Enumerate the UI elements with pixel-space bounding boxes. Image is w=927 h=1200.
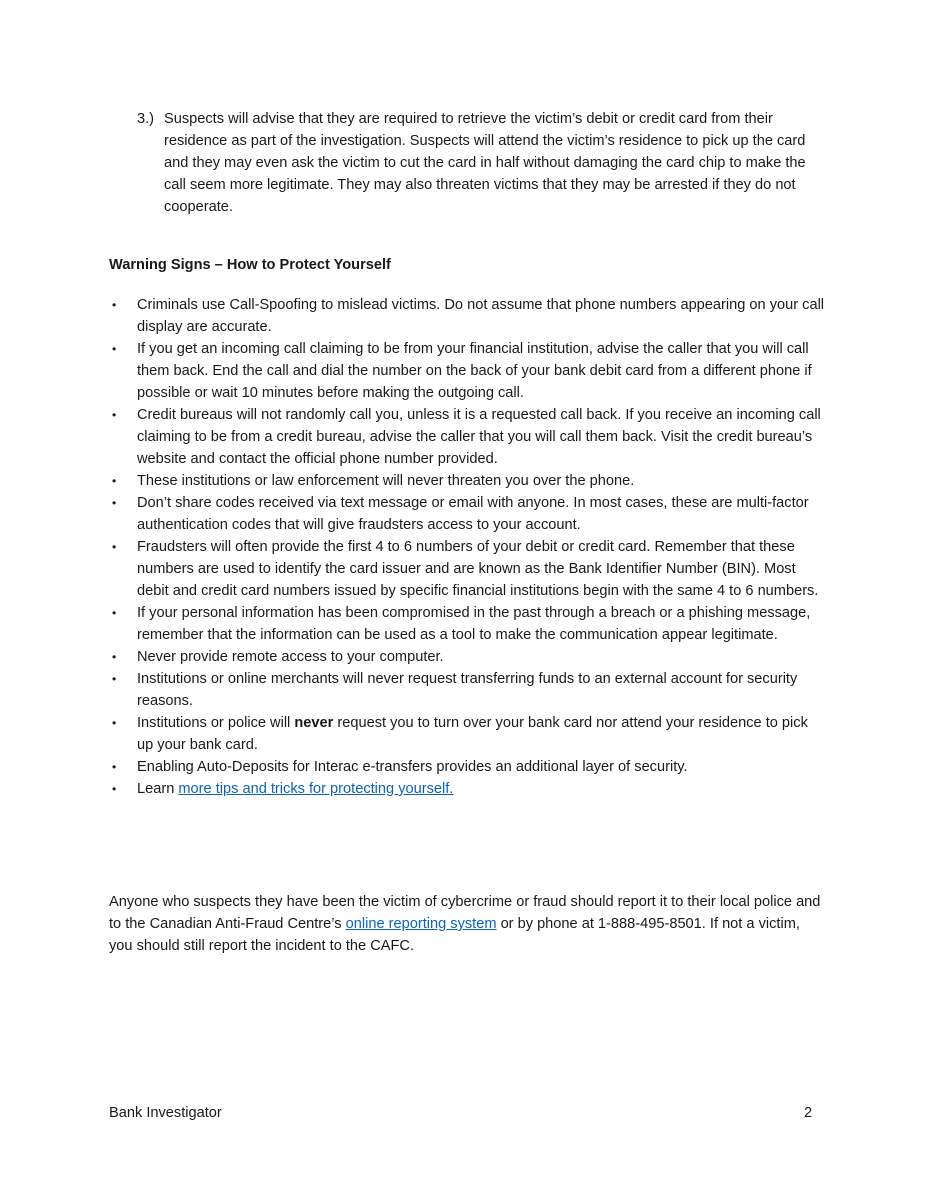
bullet-marker: • [112,760,117,774]
list-item-text-end: request you to turn over your bank card nor attend your residence to pick up your bank card. [137,715,808,753]
list-item-text: Never provide remote access to your computer. [137,649,444,665]
report-text-start: Anyone who suspects they have been the victim of cybercrime or fraud should report it to their local police and to the Canadian Anti-Fraud Centre’s [109,894,821,932]
online-reporting-link[interactable]: online reporting system [345,916,497,932]
section-heading: Warning Signs – How to Protect Yourself [109,257,391,273]
report-text-end: or by phone at 1-888-495-8501. If not a victim, you should still report the incident to the CAFC. [109,916,800,954]
list-item [109,470,827,492]
bullet-marker: • [112,408,117,422]
list-item-text: Criminals use Call-Spoofing to mislead victims. Do not assume that phone numbers appearing on your call display are accurate. [137,297,825,335]
bullet-marker: • [112,298,117,312]
protection-tips-link[interactable]: more tips and tricks for protecting yourself. [178,781,454,797]
list-item [109,492,827,536]
list-item-text: Institutions or online merchants will never request transferring funds to an external account for security reasons. [137,671,798,709]
footer-title: Bank Investigator [109,1105,222,1121]
list-item [109,536,827,602]
item-text: Suspects will advise that they are required to retrieve the victim’s debit or credit card from their residence as part of the investigation. Suspects will attend the victim’s residence to pick up the card and they may even ask the victim to cut the card in half without damaging the card chip to make the call seem more legitimate. They may also threaten victims that they may be arrested if they do not cooperate. [164,111,806,215]
warning-signs-list [109,294,827,800]
bullet-marker: • [112,474,117,488]
item-number: 3.) [137,111,155,127]
list-item [109,668,827,712]
list-item [109,646,827,668]
list-item-text: Enabling Auto-Deposits for Interac e-transfers provides an additional layer of security. [137,759,688,775]
bullet-marker: • [112,716,117,730]
report-paragraph [109,891,827,957]
bullet-marker: • [112,606,117,620]
list-item-text: Learn [137,781,179,797]
numbered-item-3 [137,108,827,218]
list-item [109,338,827,404]
list-item-text: If your personal information has been compromised in the past through a breach or a phishing message, remember that the information can be used as a tool to make the communication appear legitimate. [137,605,811,643]
list-item-text-start: Institutions or police will [137,715,295,731]
list-item [109,602,827,646]
list-item-text: Don’t share codes received via text message or email with anyone. In most cases, these are multi-factor authentication codes that will give fraudsters access to your account. [137,495,809,533]
bullet-marker: • [112,342,117,356]
page-number: 2 [804,1105,813,1121]
list-item-text: Fraudsters will often provide the first 4 to 6 numbers of your debit or credit card. Remember that these numbers are used to identify the card issuer and are known as the Bank Identifier Number (BIN). Most debit and credit card numbers issued by specific financial institutions begin with the same 4 to 6 numbers. [137,539,819,599]
list-item-text: If you get an incoming call claiming to be from your financial institution, advise the caller that you will call them back. End the call and dial the number on the back of your bank debit card from a different phone if possible or wait 10 minutes before making the outgoing call. [137,341,812,401]
list-item-autodeposit [109,756,827,778]
emphasis-never: never [294,715,334,731]
bullet-marker: • [112,782,117,796]
bullet-marker: • [112,650,117,664]
list-item-text: Credit bureaus will not randomly call you, unless it is a requested call back. If you receive an incoming call claiming to be from a credit bureau, advise the caller that you will call them back. Visit the credit bureau’s website and contact the official phone number provided. [137,407,821,467]
list-item-text: These institutions or law enforcement will never threaten you over the phone. [137,473,635,489]
list-item-police [109,712,827,756]
list-item-learn [109,778,827,800]
list-item [109,294,827,338]
bullet-marker: • [112,672,117,686]
list-item [109,404,827,470]
bullet-marker: • [112,496,117,510]
bullet-marker: • [112,540,117,554]
